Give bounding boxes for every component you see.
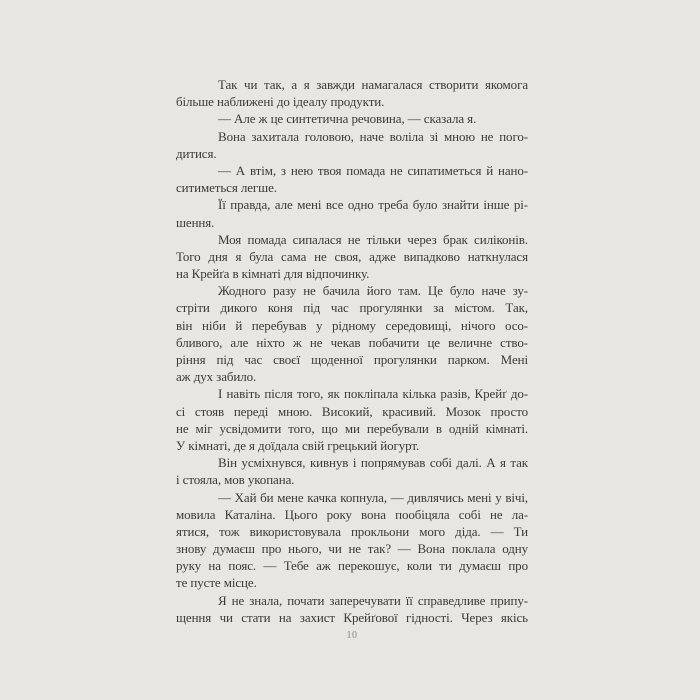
text-line: знову думаєш про нього, чи не так? — Вона поклала одну	[176, 541, 528, 557]
text-line: і стояла, мов укопана.	[176, 472, 295, 488]
text-line: Її правда, але мені все одно треба було знайти інше рі-	[218, 197, 528, 213]
paragraph	[176, 454, 528, 488]
text-line: І навіть після того, як покліпала кілька разів, Крейґ до-	[218, 386, 528, 402]
text-line: не міг усвідомити того, що ми перебували в одній кімнаті.	[176, 420, 528, 436]
text-line: бливого, але ніхто ж не чекав побачити це величне ство-	[176, 334, 528, 350]
text-line: мовила Каталіна. Цього року вона пообіцяла собі не ла-	[176, 506, 528, 522]
text-line: — А втім, з нею твоя помада не сипатиметься й нано-	[218, 162, 528, 178]
paragraph	[176, 76, 528, 110]
paragraph	[176, 592, 528, 626]
text-line: стріти дикого коня під час прогулянки за містом. Так,	[176, 300, 528, 316]
paragraph	[176, 231, 528, 283]
text-line: — Хай би мене качка копнула, — дивлячись мені у вічі,	[218, 489, 528, 505]
text-line: ріння під час своєї щоденної прогулянки парком. Мені	[176, 352, 528, 367]
page-number: 10	[346, 630, 358, 641]
paragraph	[176, 196, 528, 230]
text-line: Вона захитала головою, наче воліла зі мною не пого-	[218, 128, 528, 144]
text-line: аж дух забило.	[176, 369, 257, 385]
text-line: ситиметься легше.	[176, 180, 277, 196]
text-line: Моя помада сипалася не тільки через брак силіконів.	[218, 231, 528, 247]
text-line: Жодного разу не бачила його там. Це було наче зу-	[218, 283, 528, 299]
text-line: сі стояв переді мною. Високий, красивий. Мозок просто	[176, 403, 528, 419]
text-line: Того дня я була сама не своя, адже випадково наткнулася	[176, 248, 528, 264]
text-line: щення чи стати на захист Крейґової гідності. Через якісь	[176, 609, 528, 625]
paragraph	[176, 162, 528, 196]
text-line: на Крейґа в кімнаті для відпочинку.	[176, 266, 370, 282]
text-line: Так чи так, а я завжди намагалася створити якомога	[218, 77, 528, 92]
text-line: — Але ж це синтетична речовина, — сказала я.	[218, 111, 477, 127]
text-line: Я не знала, почати заперечувати її справедливе припу-	[218, 592, 528, 608]
text-line: дитися.	[176, 145, 217, 161]
paragraph	[176, 128, 528, 162]
text-line: він ніби й перебував у рідному середовищі, нічого осо-	[176, 317, 528, 333]
paragraph	[176, 282, 528, 385]
paragraph	[176, 110, 528, 127]
text-line: шення.	[176, 214, 215, 230]
paragraph	[176, 385, 528, 454]
text-column	[176, 76, 528, 626]
text-line: ятися, тож використовувала прокльони мого діда. — Ти	[176, 523, 528, 539]
text-line: те пусте місце.	[176, 575, 257, 591]
text-line: руку на пояс. — Тебе аж перекошує, коли ти думаєш про	[176, 558, 528, 574]
text-line: більше наближені до ідеалу продукти.	[176, 94, 385, 110]
text-line: У кімнаті, де я доїдала свій грецький йогурт.	[176, 437, 420, 453]
paragraph	[176, 489, 528, 592]
text-line: Він усміхнувся, кивнув і попрямував собі далі. А я так	[218, 455, 528, 471]
